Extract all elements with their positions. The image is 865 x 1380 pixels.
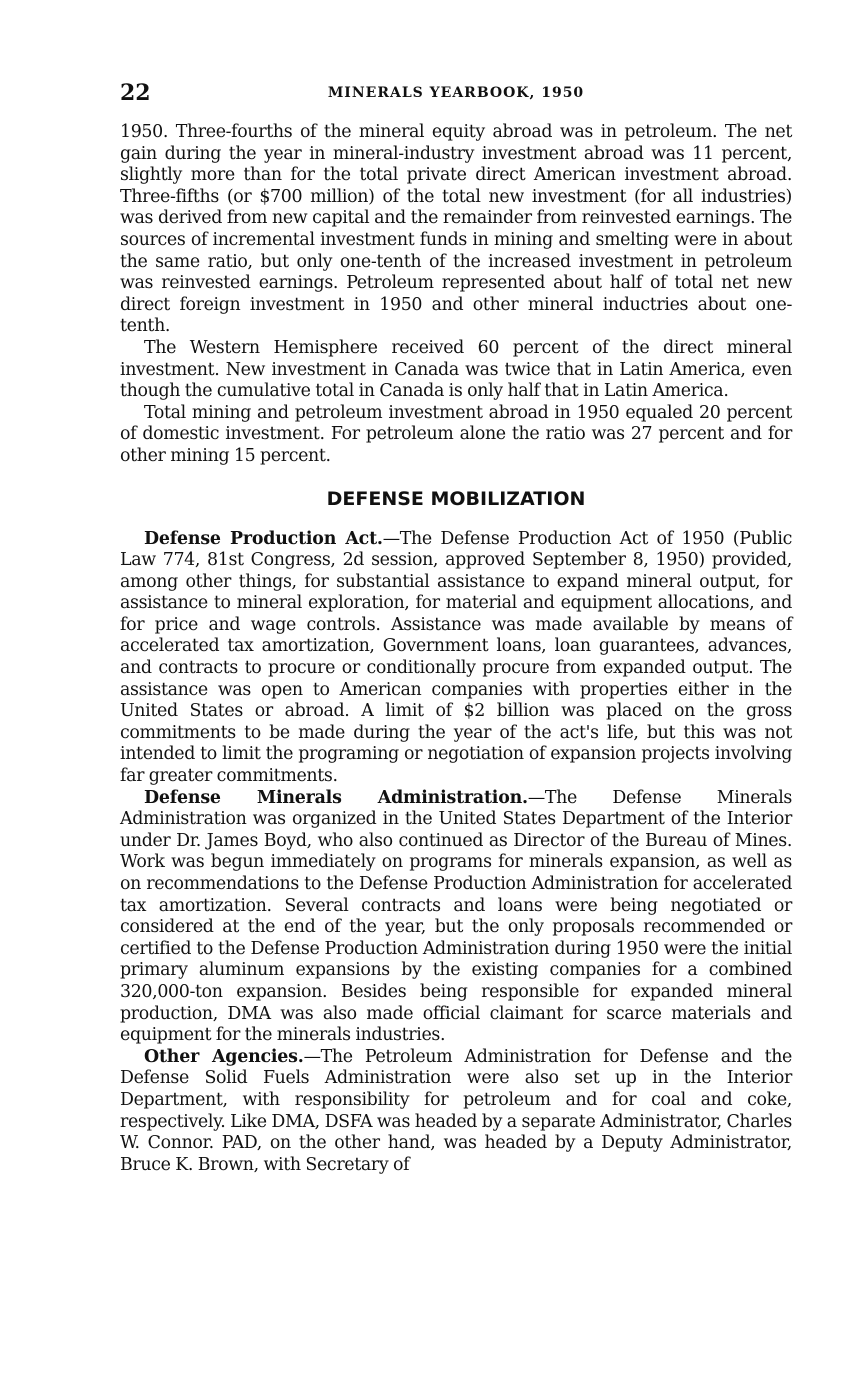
- running-head: [120, 78, 792, 108]
- section-heading: DEFENSE MOBILIZATION: [326, 487, 586, 510]
- body-paragraph: Total mining and petroleum investment abroad in 1950 equaled 20 percent of domestic investment. For petroleum alone the ratio was 27 percent and for other mining 15 percent.: [120, 402, 792, 466]
- paragraph-text: —The Petroleum Administration for Defense and the Defense Solid Fuels Administration were also set up in the Interior Department, with responsibility for petroleum and for coal and coke, respectively. Like DMA, DSFA was headed by a separate Administrator, Charles W. Connor. PAD, on the other hand, was headed by a Deputy Administrator, Bruce K. Brown, with Secretary of: [120, 1046, 792, 1175]
- body-paragraph: [120, 529, 792, 788]
- run-in-heading: Defense Minerals Administration.: [144, 787, 528, 808]
- running-title: MINERALS YEARBOOK, 1950: [327, 85, 585, 101]
- paragraph-text: —The Defense Production Act of 1950 (Public Law 774, 81st Congress, 2d session, approved September 8, 1950) provided, among other things, for substantial assistance to expand mineral output, for assistance to mineral exploration, for material and equipment allocations, and for price and wage controls. Assistance was made available by means of accelerated tax amortization, Government loans, loan guarantees, advances, and contracts to procure or conditionally procure from expanded output. The assistance was open to American companies with properties either in the United States or abroad. A limit of $2 billion was placed on the gross commitments to be made during the year of the act's life, but this was not intended to limit the programing or negotiation of expansion projects involving far greater commitments.: [120, 528, 792, 787]
- body-paragraph: 1950. Three-fourths of the mineral equity abroad was in petroleum. The net gain during the year in mineral-industry investment abroad was 11 percent, slightly more than for the total private direct American investment abroad. Three-fifths (or $700 million) of the total new investment (for all industries) was derived from new capital and the remainder from reinvested earnings. The sources of incremental investment funds in mining and smelting were in about the same ratio, but only one-tenth of the increased investment in petroleum was reinvested earnings. Petroleum represented about half of total net new direct foreign investment in 1950 and other mineral inductries about one-tenth.: [120, 122, 792, 337]
- body-paragraph: [120, 1047, 792, 1177]
- page-number: 22: [120, 80, 151, 106]
- document-page: [120, 78, 792, 1176]
- run-in-heading: Other Agencies.: [144, 1046, 304, 1067]
- paragraph-text: —The Defense Minerals Administration was organized in the United States Department of the Interior under Dr. James Boyd, who also continued as Director of the Bureau of Mines. Work was begun immediately on programs for minerals expansion, as well as on recommendations to the Defense Production Administration for accelerated tax amortization. Several contracts and loans were being negotiated or considered at the end of the year, but the only proposals recommended or certified to the Defense Production Administration during 1950 were the initial primary aluminum expansions by the existing companies for a combined 320,000-ton expansion. Besides being responsible for expanded mineral production, DMA was also made official claimant for scarce materials and equipment for the minerals industries.: [120, 787, 792, 1046]
- body-paragraph: [120, 788, 792, 1047]
- run-in-heading: Defense Production Act.: [144, 528, 383, 549]
- body-paragraph: The Western Hemisphere received 60 percent of the direct mineral investment. New investment in Canada was twice that in Latin America, even though the cumulative total in Canada is only half that in Latin America.: [120, 337, 792, 402]
